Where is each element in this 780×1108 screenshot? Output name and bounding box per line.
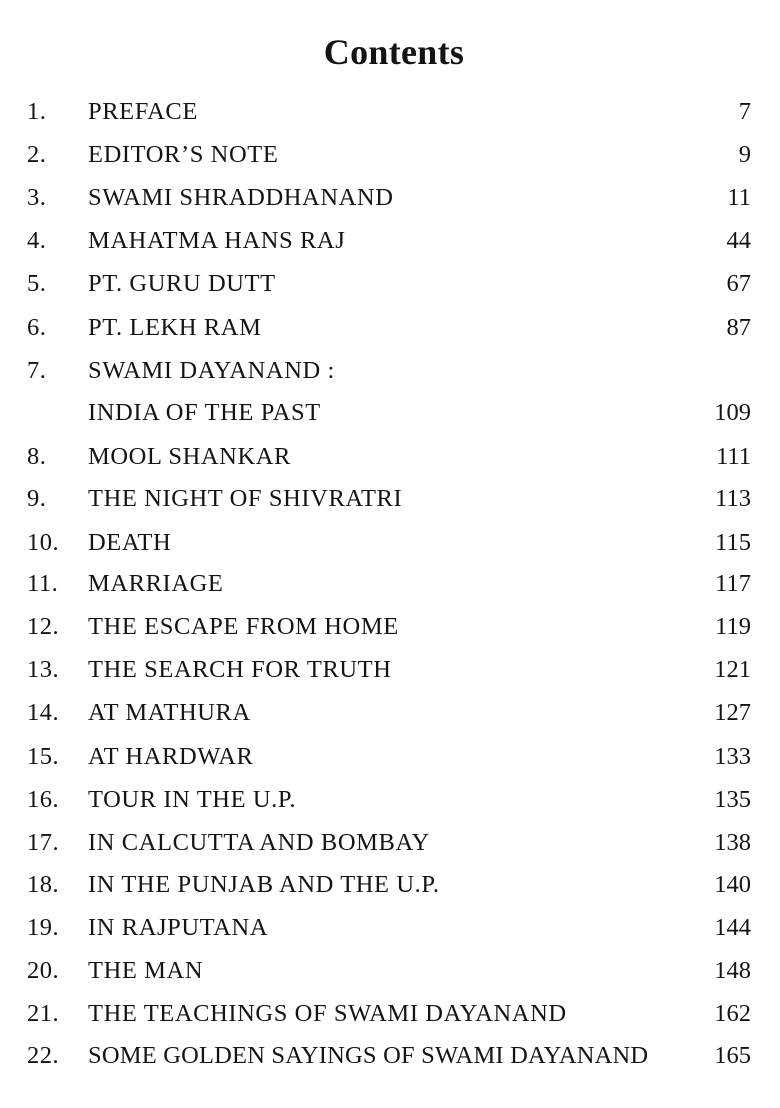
toc-entry-page-number: 127 <box>714 699 751 726</box>
toc-entry-page-number: 87 <box>726 314 751 341</box>
toc-entry-page-number: 138 <box>714 829 751 856</box>
toc-entry-page-number: 144 <box>714 914 751 941</box>
toc-entry-page-number: 140 <box>714 871 751 898</box>
toc-entry-number: 10. <box>27 529 60 556</box>
toc-entry-title: IN RAJPUTANA <box>88 914 269 941</box>
toc-entry <box>0 308 780 348</box>
toc-entry <box>0 951 780 991</box>
toc-entry <box>0 994 780 1034</box>
toc-entry-page-number: 135 <box>714 786 751 813</box>
toc-entry-number: 20. <box>27 957 60 984</box>
toc-entry-page-number: 148 <box>714 957 751 984</box>
toc-entry <box>0 564 780 604</box>
toc-entry-number: 5. <box>27 270 47 297</box>
toc-entry-title: SWAMI SHRADDHANAND <box>88 184 394 211</box>
toc-entry-page-number: 165 <box>714 1042 751 1069</box>
toc-entry-page-number: 133 <box>714 743 751 770</box>
toc-entry-number: 7. <box>27 357 47 384</box>
toc-entry-title: PREFACE <box>88 98 198 125</box>
toc-entry <box>0 92 780 132</box>
toc-entry-number: 17. <box>27 829 60 856</box>
toc-entry-title: INDIA OF THE PAST <box>88 399 321 426</box>
toc-entry-title: MAHATMA HANS RAJ <box>88 227 346 254</box>
toc-entry-page-number: 109 <box>714 399 751 426</box>
toc-entry-number: 11. <box>27 570 59 597</box>
toc-entry <box>0 607 780 647</box>
toc-entry-page-number: 7 <box>738 98 751 125</box>
toc-entry <box>0 135 780 175</box>
toc-entry-title: DEATH <box>88 529 172 556</box>
toc-entry-number: 8. <box>27 443 47 470</box>
toc-entry-number: 13. <box>27 656 60 683</box>
toc-entry-number: 1. <box>27 98 47 125</box>
toc-entry-title: IN CALCUTTA AND BOMBAY <box>88 829 430 856</box>
toc-entry-number: 22. <box>27 1042 60 1069</box>
toc-entry-number: 21. <box>27 1000 60 1027</box>
toc-entry <box>0 479 780 519</box>
toc-entry <box>0 264 780 304</box>
toc-entry <box>0 823 780 863</box>
toc-entry-title: THE MAN <box>88 957 204 984</box>
toc-entry-title: PT. LEKH RAM <box>88 314 262 341</box>
toc-entry-page-number: 121 <box>714 656 751 683</box>
toc-entry-page-number: 162 <box>714 1000 751 1027</box>
toc-entry-title: THE TEACHINGS OF SWAMI DAYANAND <box>88 1000 567 1027</box>
toc-entry <box>0 393 780 433</box>
toc-entry-title: IN THE PUNJAB AND THE U.P. <box>88 871 440 898</box>
toc-entry-page-number: 67 <box>726 270 751 297</box>
toc-entry <box>0 221 780 261</box>
toc-entry-number: 12. <box>27 613 60 640</box>
toc-entry-title: AT HARDWAR <box>88 743 254 770</box>
toc-entry-page-number: 115 <box>715 529 751 556</box>
toc-entry-title: SWAMI DAYANAND : <box>88 357 335 384</box>
toc-entry-number: 4. <box>27 227 47 254</box>
toc-entry <box>0 437 780 477</box>
toc-entry-page-number: 117 <box>715 570 751 597</box>
toc-entry-page-number: 9 <box>738 141 751 168</box>
toc-entry <box>0 178 780 218</box>
toc-entry-page-number: 111 <box>716 443 751 470</box>
toc-entry-title: EDITOR’S NOTE <box>88 141 279 168</box>
toc-entry-title: THE NIGHT OF SHIVRATRI <box>88 485 403 512</box>
toc-entry-number: 19. <box>27 914 60 941</box>
toc-entry-page-number: 44 <box>726 227 751 254</box>
page-title: Contents <box>323 32 465 72</box>
toc-entry-title: THE SEARCH FOR TRUTH <box>88 656 392 683</box>
toc-entry-page-number: 113 <box>715 485 751 512</box>
toc-entry-page-number: 119 <box>715 613 751 640</box>
toc-entry <box>0 523 780 563</box>
toc-entry <box>0 780 780 820</box>
toc-entry <box>0 650 780 690</box>
toc-entry-number: 15. <box>27 743 60 770</box>
toc-entry-number: 18. <box>27 871 60 898</box>
toc-entry-title: MOOL SHANKAR <box>88 443 291 470</box>
toc-entry <box>0 1036 780 1076</box>
toc-entry-number: 2. <box>27 141 47 168</box>
toc-entry-number: 9. <box>27 485 47 512</box>
toc-entry-title: AT MATHURA <box>88 699 251 726</box>
toc-entry <box>0 693 780 733</box>
toc-entry-number: 16. <box>27 786 60 813</box>
toc-entry-title: PT. GURU DUTT <box>88 270 276 297</box>
toc-entry-title: SOME GOLDEN SAYINGS OF SWAMI DAYANAND <box>88 1042 649 1069</box>
toc-entry-number: 3. <box>27 184 47 211</box>
toc-entry-number: 6. <box>27 314 47 341</box>
toc-entry-number: 14. <box>27 699 60 726</box>
toc-entry <box>0 737 780 777</box>
toc-entry-page-number: 11 <box>727 184 751 211</box>
toc-entry <box>0 865 780 905</box>
toc-entry-title: THE ESCAPE FROM HOME <box>88 613 399 640</box>
toc-entry <box>0 908 780 948</box>
toc-entry-title: TOUR IN THE U.P. <box>88 786 297 813</box>
toc-entry-title: MARRIAGE <box>88 570 224 597</box>
toc-entry <box>0 351 780 391</box>
